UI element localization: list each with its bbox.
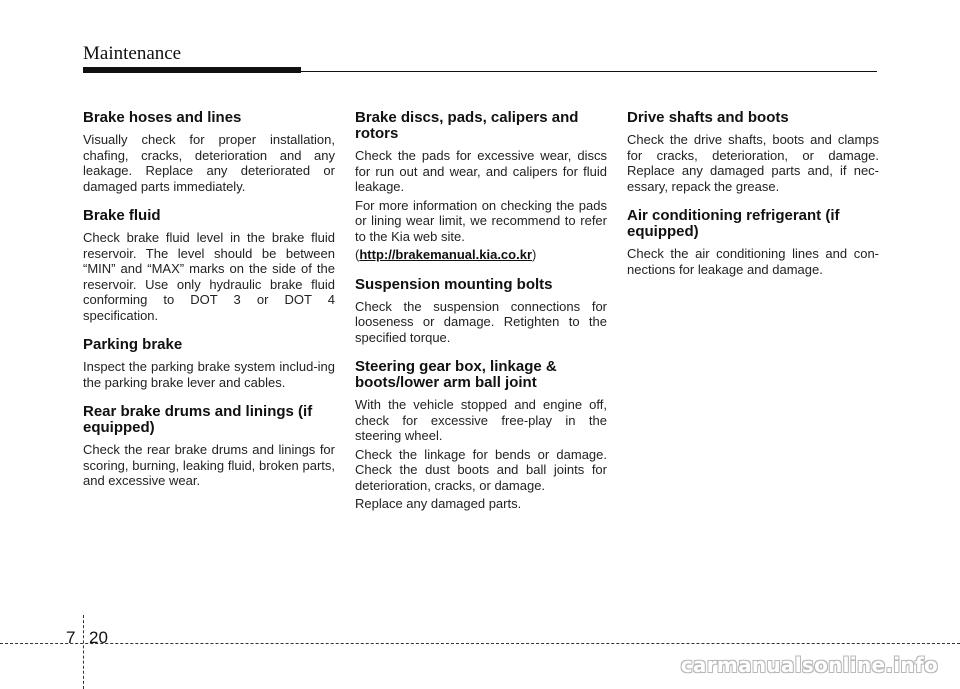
column-2 <box>355 110 607 526</box>
section-heading: Brake hoses and lines <box>83 109 242 126</box>
section-brake-discs <box>355 110 607 263</box>
page-header-title: Maintenance <box>83 43 182 64</box>
section-heading: Suspension mounting bolts <box>355 275 553 293</box>
section-ac-refrigerant <box>627 208 879 277</box>
section-heading: Brake discs, pads, calipers and rotors <box>355 109 579 142</box>
section-text: For more information on checking the pads or lining wear limit, we recommend to refer to the Kia web site. <box>355 197 607 244</box>
section-heading: Steering gear box, linkage & boots/lower arm ball joint <box>355 358 557 391</box>
section-steering-gear <box>355 359 607 512</box>
section-drive-shafts <box>627 110 879 194</box>
header-rule <box>301 71 877 72</box>
link-close-paren: ) <box>532 247 537 262</box>
section-brake-hoses <box>83 110 335 194</box>
watermark: carmanualsonline.info <box>680 653 938 677</box>
section-text: Check brake fluid level in the brake fluid reservoir. The level should be between “MIN” and “MAX” marks on the side of the reservoir. Use only hydraulic brake fluid conforming to DOT 3 or DOT 4 specification. <box>83 230 335 323</box>
footer-divider <box>83 615 84 689</box>
link-line <box>355 247 607 263</box>
section-text: Check the rear brake drums and linings for scoring, burning, leaking fluid, broken parts, and excessive wear. <box>83 442 335 488</box>
section-text: Visually check for proper installation, chafing, cracks, deterioration and any leakage. Replace any deteriorated or damaged parts immediately. <box>83 132 335 194</box>
section-text: Check the drive shafts, boots and clamps for cracks, deterioration, or damage. Replace any damaged parts and, if nec-essary, repack the grease. <box>627 132 879 194</box>
section-suspension-bolts <box>355 277 607 346</box>
section-heading: Drive shafts and boots <box>627 109 789 126</box>
section-heading: Brake fluid <box>83 207 161 224</box>
column-3 <box>627 110 879 291</box>
section-text: Check the linkage for bends or damage. Check the dust boots and ball joints for deterioration, cracks, or damage. <box>355 446 607 493</box>
chapter-number: 7 <box>66 628 76 647</box>
section-heading: Air conditioning refrigerant (if equipped) <box>627 207 840 240</box>
section-parking-brake <box>83 337 335 390</box>
page-number: 20 <box>89 628 108 647</box>
section-brake-fluid <box>83 208 335 323</box>
section-rear-brake-drums <box>83 404 335 489</box>
kia-web-link[interactable]: http://brakemanual.kia.co.kr <box>359 247 533 262</box>
section-text: Check the air conditioning lines and con-nections for leakage and damage. <box>627 246 879 277</box>
section-text: Inspect the parking brake system includ-ing the parking brake lever and cables. <box>83 359 335 390</box>
section-heading: Rear brake drums and linings (if equipped) <box>83 403 313 436</box>
column-1 <box>83 110 335 503</box>
footer-rule <box>0 643 960 644</box>
section-text: Check the suspension connections for looseness or damage. Retighten to the specified torque. <box>355 298 607 345</box>
header-bar <box>83 67 301 73</box>
section-text: With the vehicle stopped and engine off, check for excessive free-play in the steering wheel. <box>355 397 607 443</box>
section-text: Check the pads for excessive wear, discs for run out and wear, and calipers for fluid leakage. <box>355 148 607 194</box>
section-heading: Parking brake <box>83 336 183 353</box>
link-open-paren: ( <box>355 247 360 262</box>
section-text: Replace any damaged parts. <box>355 496 522 511</box>
